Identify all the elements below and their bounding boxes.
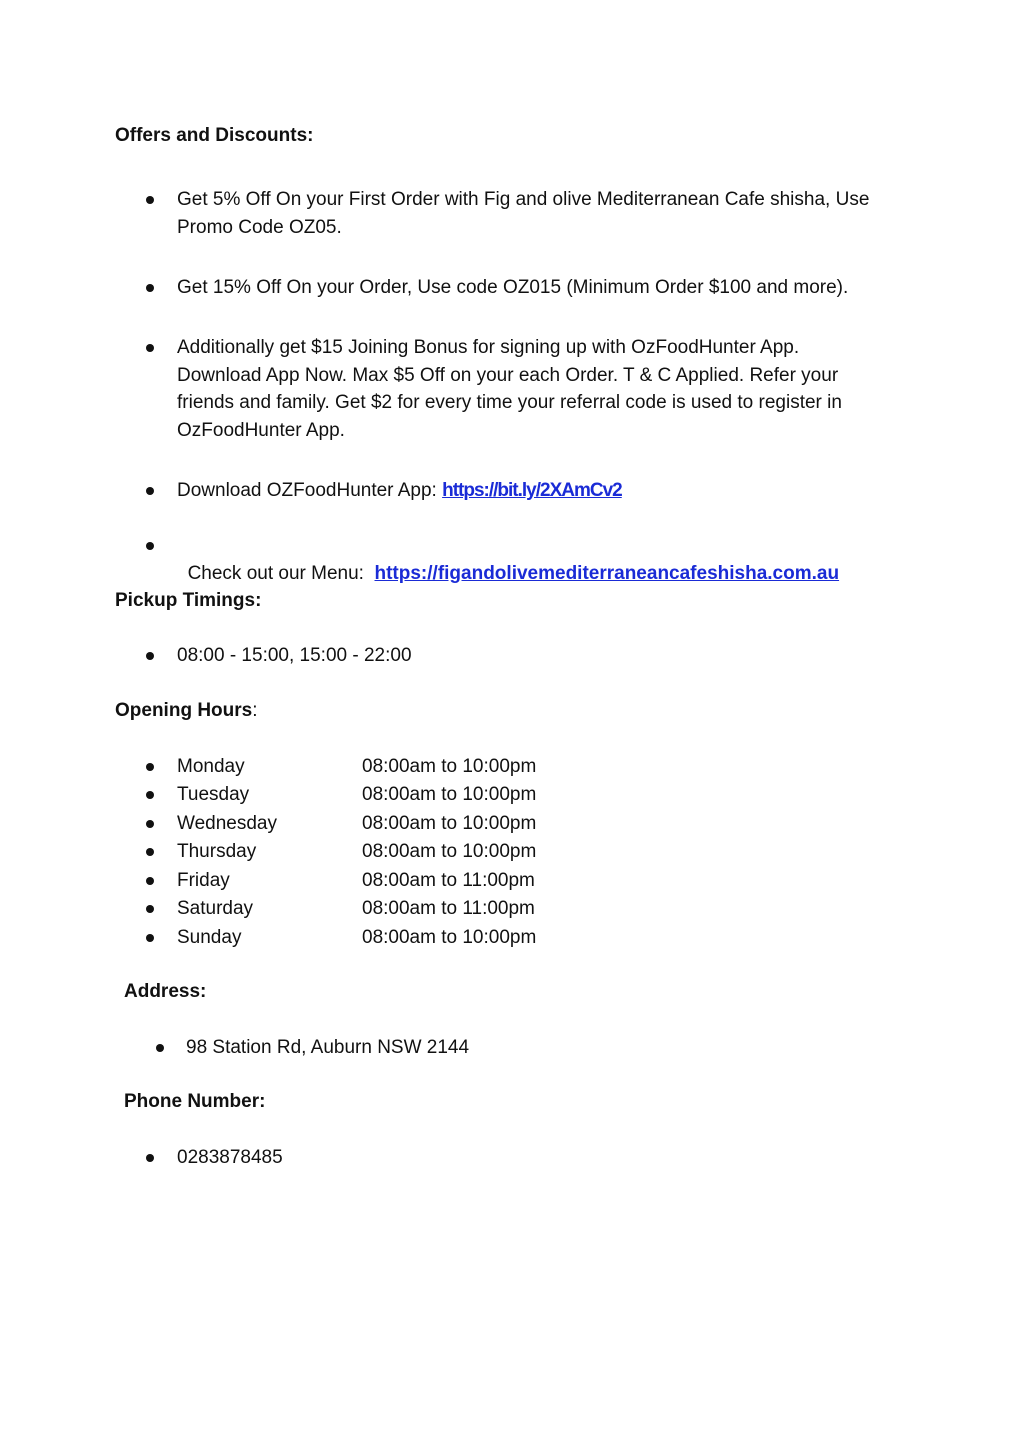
bullet-icon [146,820,154,828]
opening-day: Monday [177,756,245,777]
opening-day: Friday [177,870,230,891]
download-app-link[interactable]: https://bit.ly/2XAmCv2 [442,480,622,501]
pickup-times: 08:00 - 15:00, 15:00 - 22:00 [177,645,412,666]
phone-heading: Phone Number: [124,1091,266,1112]
opening-hours-value: 08:00am to 10:00pm [362,813,537,834]
offer-item-download-app [177,477,622,505]
opening-day: Saturday [177,898,254,919]
bullet-icon [146,934,154,942]
opening-hours-value: 08:00am to 11:00pm [362,870,535,891]
opening-hours-heading [115,699,258,723]
bullet-icon [146,905,154,913]
address-heading: Address: [124,981,207,1002]
address-value: 98 Station Rd, Auburn NSW 2144 [186,1037,470,1058]
download-app-label: Download OZFoodHunter App: [177,480,443,501]
opening-hours-value: 08:00am to 10:00pm [362,841,537,862]
bullet-icon [146,791,154,799]
opening-day: Thursday [177,841,257,862]
opening-hours-value: 08:00am to 10:00pm [362,756,537,777]
offer-item-menu [177,532,839,587]
opening-hours-colon: : [252,700,258,721]
bullet-icon [146,487,154,495]
bullet-icon [146,848,154,856]
opening-day: Tuesday [177,784,250,805]
offer-item-discount: Get 15% Off On your Order, Use code OZ015 (Minimum Order $100 and more). [177,277,849,298]
bullet-icon [146,877,154,885]
opening-hours-value: 08:00am to 10:00pm [362,784,537,805]
bullet-icon [146,652,154,660]
menu-label: Check out our Menu: [187,562,375,584]
bullet-icon [146,344,154,352]
bullet-icon [146,196,154,204]
bullet-icon [146,1154,154,1162]
opening-day: Wednesday [177,813,277,834]
offers-heading: Offers and Discounts: [115,125,314,146]
bullet-icon [146,763,154,771]
pickup-heading: Pickup Timings: [115,590,262,611]
bullet-icon [156,1044,164,1052]
phone-value: 0283878485 [177,1147,283,1168]
menu-link[interactable]: https://figandolivemediterraneancafeshisha.com.au [374,562,840,584]
bullet-icon [146,284,154,292]
offer-item-joining-bonus: Additionally get $15 Joining Bonus for signing up with OzFoodHunter App. Download App Now. Max $5 Off on your each Order. T & C Applied. Refer your friends and family. Get $2 for every time your referral code is used to register in OzFoodHunter App. [177,337,842,441]
opening-hours-value: 08:00am to 10:00pm [362,927,537,948]
offer-item-first-order: Get 5% Off On your First Order with Fig and olive Mediterranean Cafe shisha, Use Promo Code OZ05. [177,189,870,238]
opening-hours-value: 08:00am to 11:00pm [362,898,535,919]
bullet-icon [146,542,154,550]
opening-day: Sunday [177,927,242,948]
opening-hours-heading-text: Opening Hours [115,700,253,721]
